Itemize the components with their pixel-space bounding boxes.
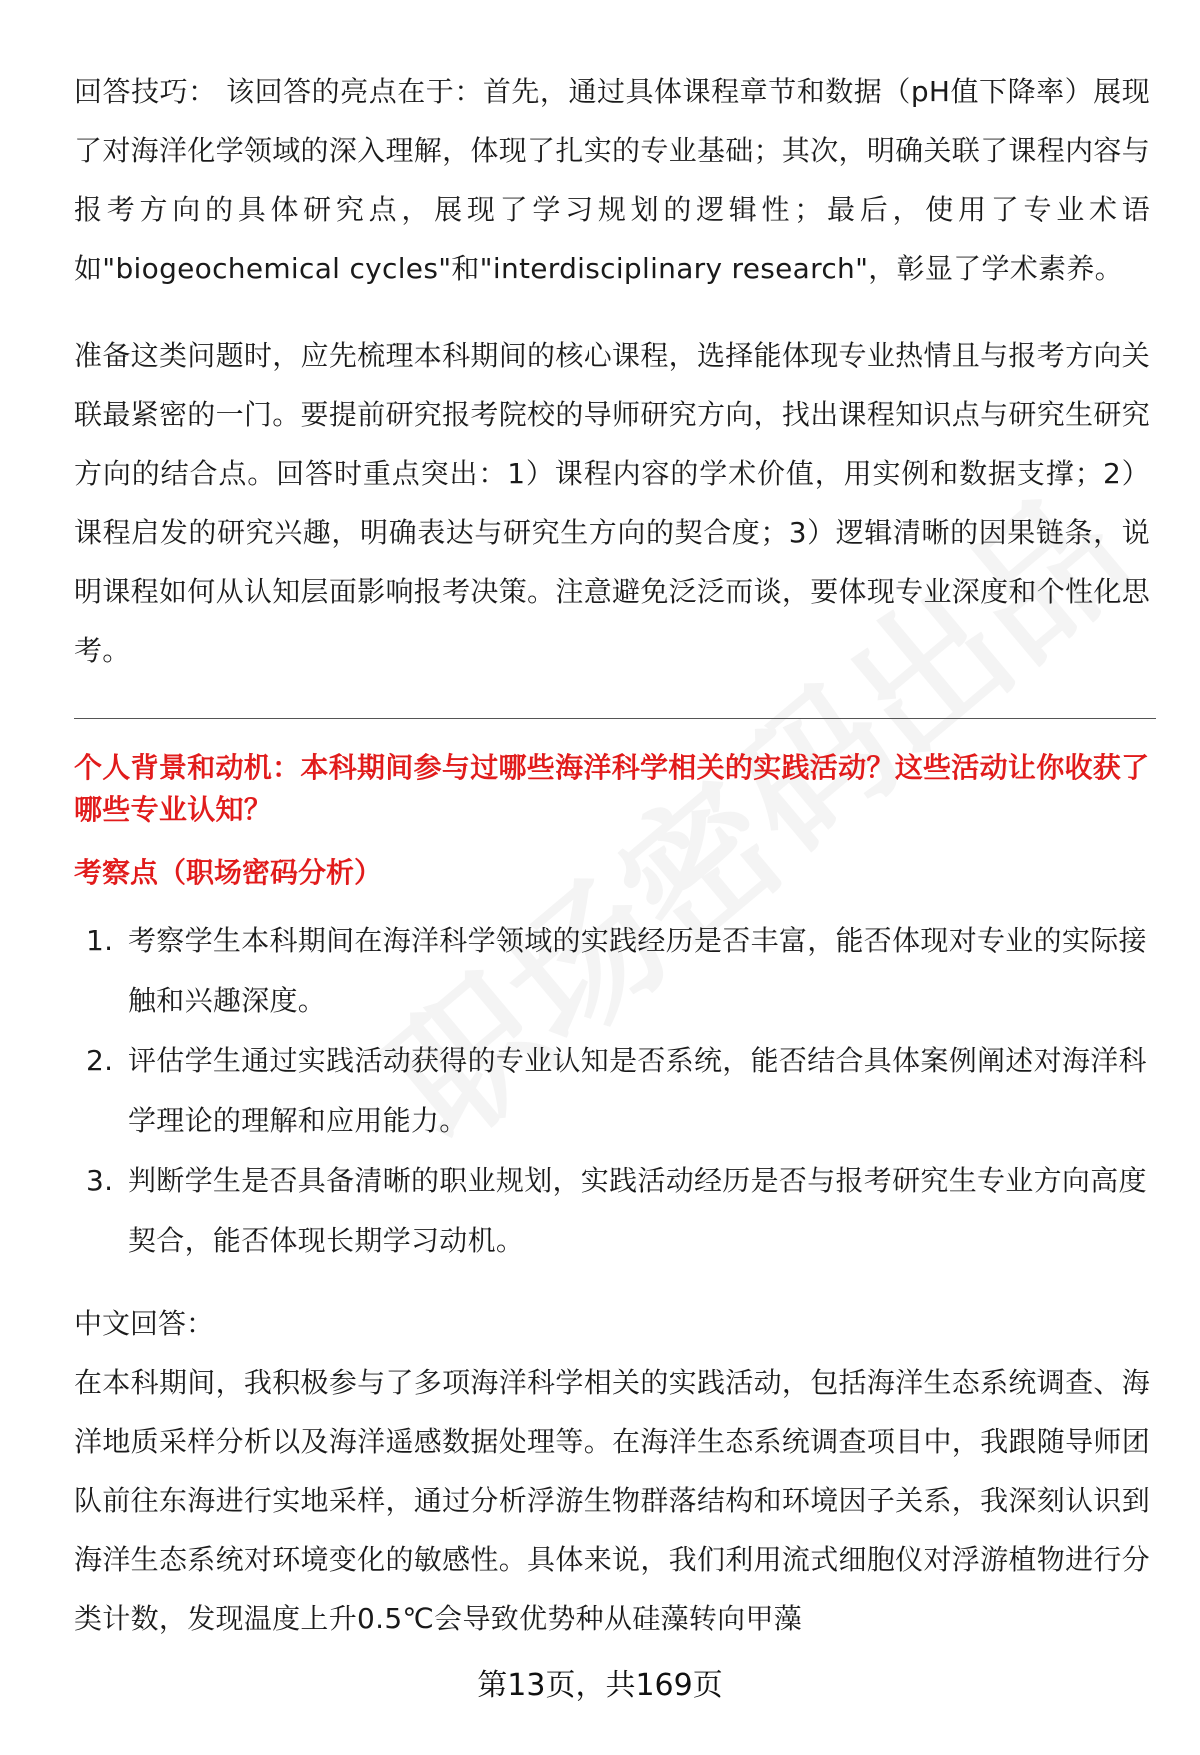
section-divider	[74, 718, 1156, 719]
chinese-answer-body: 在本科期间，我积极参与了多项海洋科学相关的实践活动，包括海洋生态系统调查、海洋地质采样分析以及海洋遥感数据处理等。在海洋生态系统调查项目中，我跟随导师团队前往东海进行实地采样，通过分析浮游生物群落结构和环境因子关系，我深刻认识到海洋生态系统对环境变化的敏感性。具体来说，我们利用流式细胞仪对浮游植物进行分类计数，发现温度上升0.5℃会导致优势种从硅藻转向甲藻	[74, 1366, 1150, 1635]
list-item-text: 判断学生是否具备清晰的职业规划，实践活动经历是否与报考研究生专业方向高度契合，能否体现长期学习动机。	[128, 1164, 1147, 1257]
page-number-footer: 第13页，共169页	[477, 1668, 723, 1703]
interview-question: 个人背景和动机：本科期间参与过哪些海洋科学相关的实践活动？这些活动让你收获了哪些专业认知？	[74, 751, 1150, 826]
list-item	[74, 911, 1150, 1031]
assessment-points-heading: 考察点（职场密码分析）	[74, 856, 383, 889]
preparation-advice-paragraph: 准备这类问题时，应先梳理本科期间的核心课程，选择能体现专业热情且与报考方向关联最紧密的一门。要提前研究报考院校的导师研究方向，找出课程知识点与研究生研究方向的结合点。回答时重点突出：1）课程内容的学术价值，用实例和数据支撑；2）课程启发的研究兴趣，明确表达与研究生方向的契合度；3）逻辑清晰的因果链条，说明课程如何从认知层面影响报考决策。注意避免泛泛而谈，要体现专业深度和个性化思考。	[74, 339, 1150, 667]
list-item-number: 2.	[86, 1044, 114, 1077]
answer-tips-paragraph: 回答技巧： 该回答的亮点在于：首先，通过具体课程章节和数据（pH值下降率）展现了对海洋化学领域的深入理解，体现了扎实的专业基础；其次，明确关联了课程内容与报考方向的具体研究点，展现了学习规划的逻辑性；最后，使用了专业术语如"biogeochemical cycles"和"interdisciplinary research"，彰显了学术素养。	[74, 75, 1150, 285]
assessment-points-list	[74, 911, 1150, 1271]
document-page	[74, 62, 1150, 1648]
list-item-number: 1.	[86, 924, 114, 957]
list-item	[74, 1151, 1150, 1271]
list-item-number: 3.	[86, 1164, 114, 1197]
chinese-answer-label: 中文回答：	[74, 1307, 215, 1340]
list-item-text: 考察学生本科期间在海洋科学领域的实践经历是否丰富，能否体现对专业的实际接触和兴趣深度。	[128, 924, 1147, 1017]
list-item	[74, 1031, 1150, 1151]
list-item-text: 评估学生通过实践活动获得的专业认知是否系统，能否结合具体案例阐述对海洋科学理论的理解和应用能力。	[128, 1044, 1147, 1137]
